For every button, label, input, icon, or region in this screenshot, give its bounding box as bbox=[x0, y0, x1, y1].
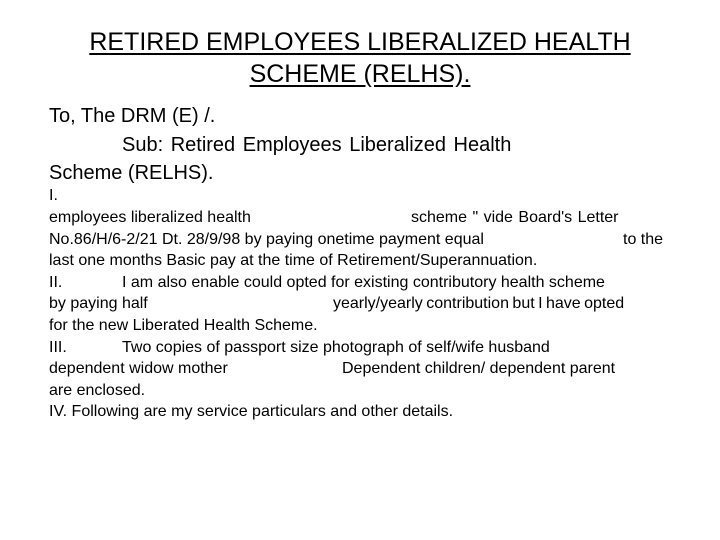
paragraph-2-line-2a: by paying half bbox=[49, 295, 148, 312]
paragraph-4-line-1: IV. Following are my service particulars and other details. bbox=[49, 403, 454, 420]
paragraph-3-line-1: Two copies of passport size photograph of self/wife husband bbox=[122, 339, 550, 356]
paragraph-1-line-3a: No.86/H/6-2/21 Dt. 28/9/98 by paying onetime payment equal bbox=[49, 231, 484, 248]
paragraph-2-line-2b: yearly/yearly contribution but I have opted bbox=[333, 295, 625, 312]
addressee-line: To, The DRM (E) /. bbox=[49, 105, 216, 127]
paragraph-2-line-3: for the new Liberated Health Scheme. bbox=[49, 317, 318, 334]
paragraph-1-line-3b: to the bbox=[623, 231, 664, 248]
paragraph-2-line-1: I am also enable could opted for existing contributory health scheme bbox=[122, 274, 605, 291]
subject-line-2: Scheme (RELHS). bbox=[49, 162, 214, 184]
paragraph-1-numeral: I. bbox=[49, 187, 58, 204]
title-line-1: RETIRED EMPLOYEES LIBERALIZED HEALTH bbox=[89, 28, 631, 56]
page-title bbox=[30, 26, 690, 90]
paragraph-3-line-2b: Dependent children/ dependent parent bbox=[342, 360, 616, 377]
paragraph-1-line-2b: scheme " vide Board's Letter bbox=[411, 209, 619, 226]
paragraph-3-line-2a: dependent widow mother bbox=[49, 360, 228, 377]
paragraph-3-numeral: III. bbox=[49, 339, 67, 356]
paragraph-1-line-4: last one months Basic pay at the time of Retirement/Superannuation. bbox=[49, 252, 538, 269]
subject-line-1: Sub: Retired Employees Liberalized Health bbox=[122, 134, 512, 156]
paragraph-3-line-3: are enclosed. bbox=[49, 382, 146, 399]
title-line-2: SCHEME (RELHS). bbox=[249, 60, 471, 88]
paragraph-2-numeral: II. bbox=[49, 274, 63, 291]
paragraph-1-line-2a: employees liberalized health bbox=[49, 209, 251, 226]
